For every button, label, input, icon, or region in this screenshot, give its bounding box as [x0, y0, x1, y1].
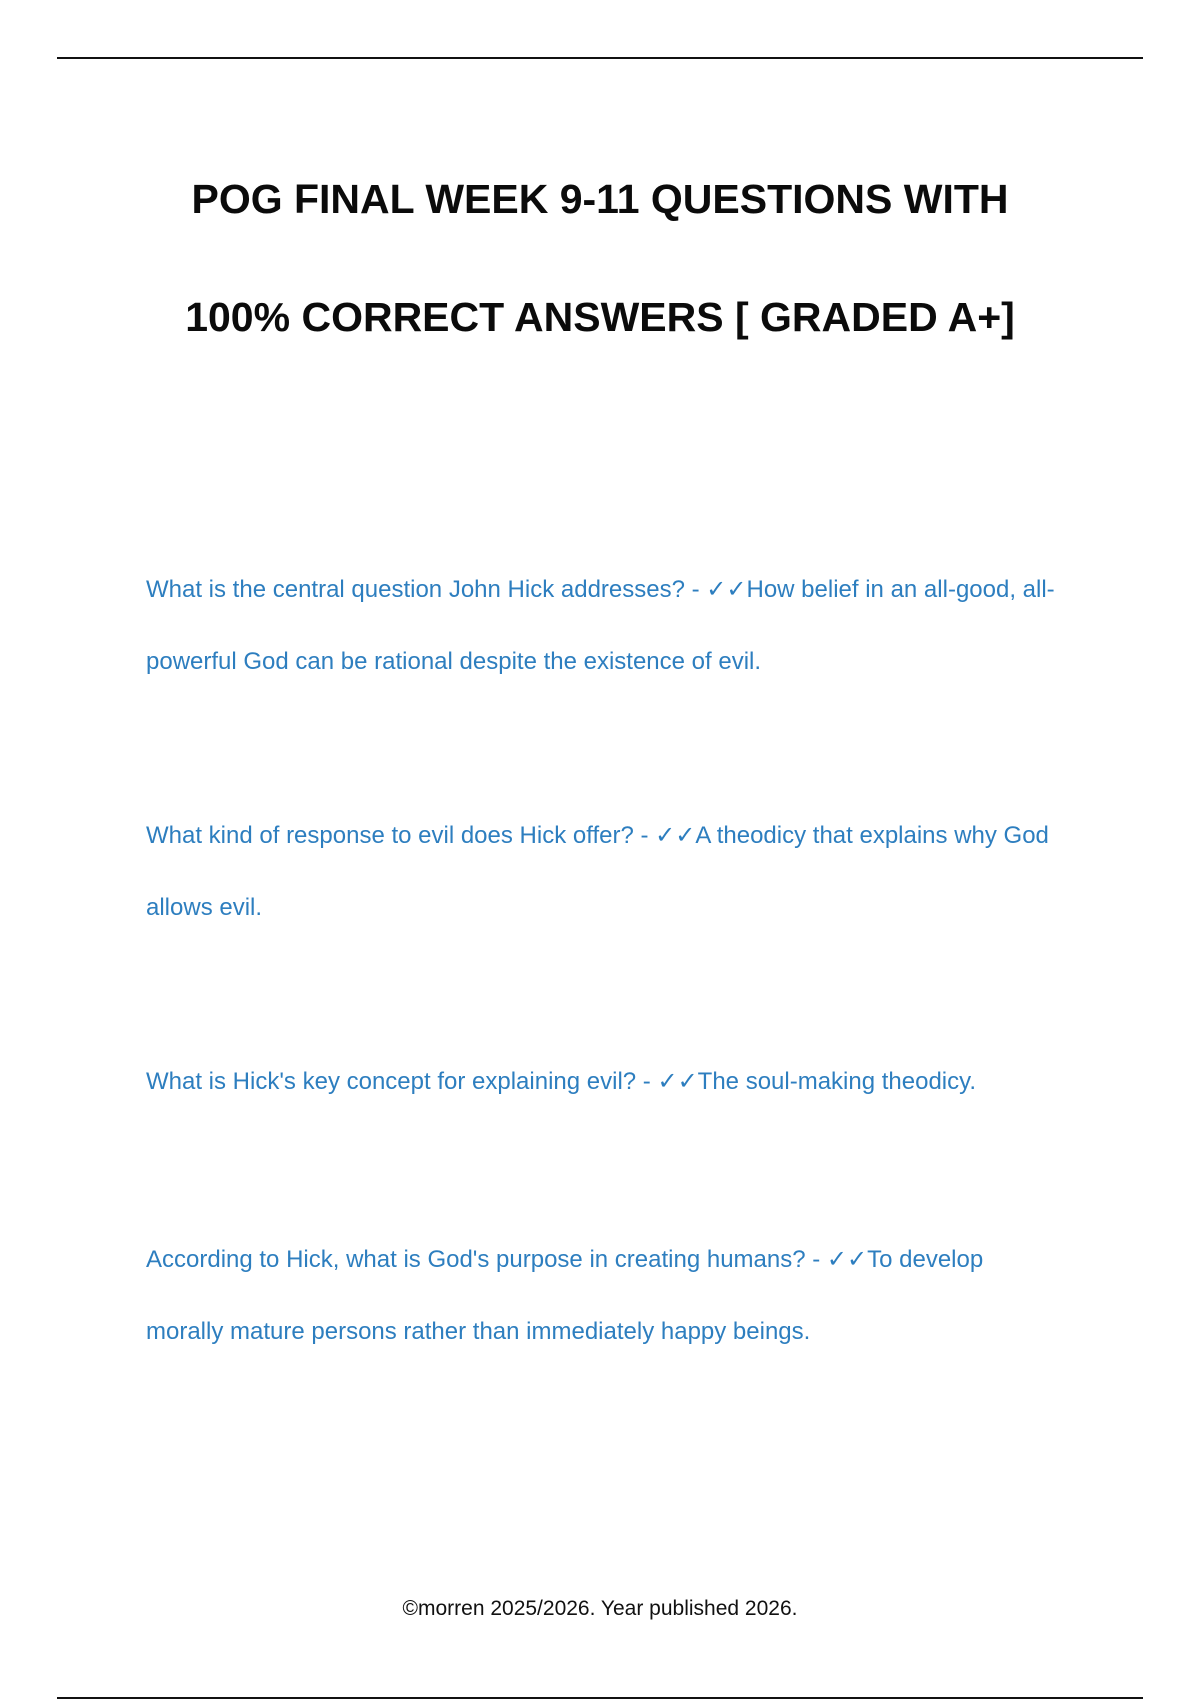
title-line-1: POG FINAL WEEK 9-11 QUESTIONS WITH — [191, 176, 1009, 222]
double-check-icon: ✓✓ — [706, 575, 747, 603]
separator: - — [636, 1068, 658, 1095]
qa-item-2 — [146, 799, 1066, 944]
question-text: According to Hick, what is God's purpose in creating humans? — [146, 1246, 806, 1273]
answer-text: To develop morally mature persons rather than immediately happy beings. — [146, 1246, 984, 1345]
question-text: What kind of response to evil does Hick offer? — [146, 822, 634, 849]
top-rule — [57, 57, 1143, 59]
double-check-icon: ✓✓ — [657, 1067, 698, 1095]
title-line-2: 100% CORRECT ANSWERS [ GRADED A+] — [185, 294, 1015, 340]
bottom-rule — [57, 1697, 1143, 1699]
separator: - — [633, 822, 656, 849]
separator: - — [805, 1246, 827, 1273]
double-check-icon: ✓✓ — [655, 821, 696, 849]
question-text: What is the central question John Hick addresses? — [146, 576, 685, 603]
qa-item-3 — [146, 1045, 1066, 1118]
qa-item-4 — [146, 1223, 1066, 1368]
double-check-icon: ✓✓ — [826, 1245, 868, 1273]
qa-item-1 — [146, 553, 1066, 698]
document-title — [0, 140, 1200, 376]
question-text: What is Hick's key concept for explaining evil? — [146, 1068, 637, 1095]
answer-text: How belief in an all-good, all-powerful God can be rational despite the existence of evil. — [146, 576, 1055, 675]
separator: - — [684, 576, 707, 603]
footer-copyright: ©morren 2025/2026. Year published 2026. — [402, 1597, 798, 1620]
answer-text: A theodicy that explains why God allows evil. — [146, 822, 1049, 921]
answer-text: The soul-making theodicy. — [697, 1068, 977, 1095]
